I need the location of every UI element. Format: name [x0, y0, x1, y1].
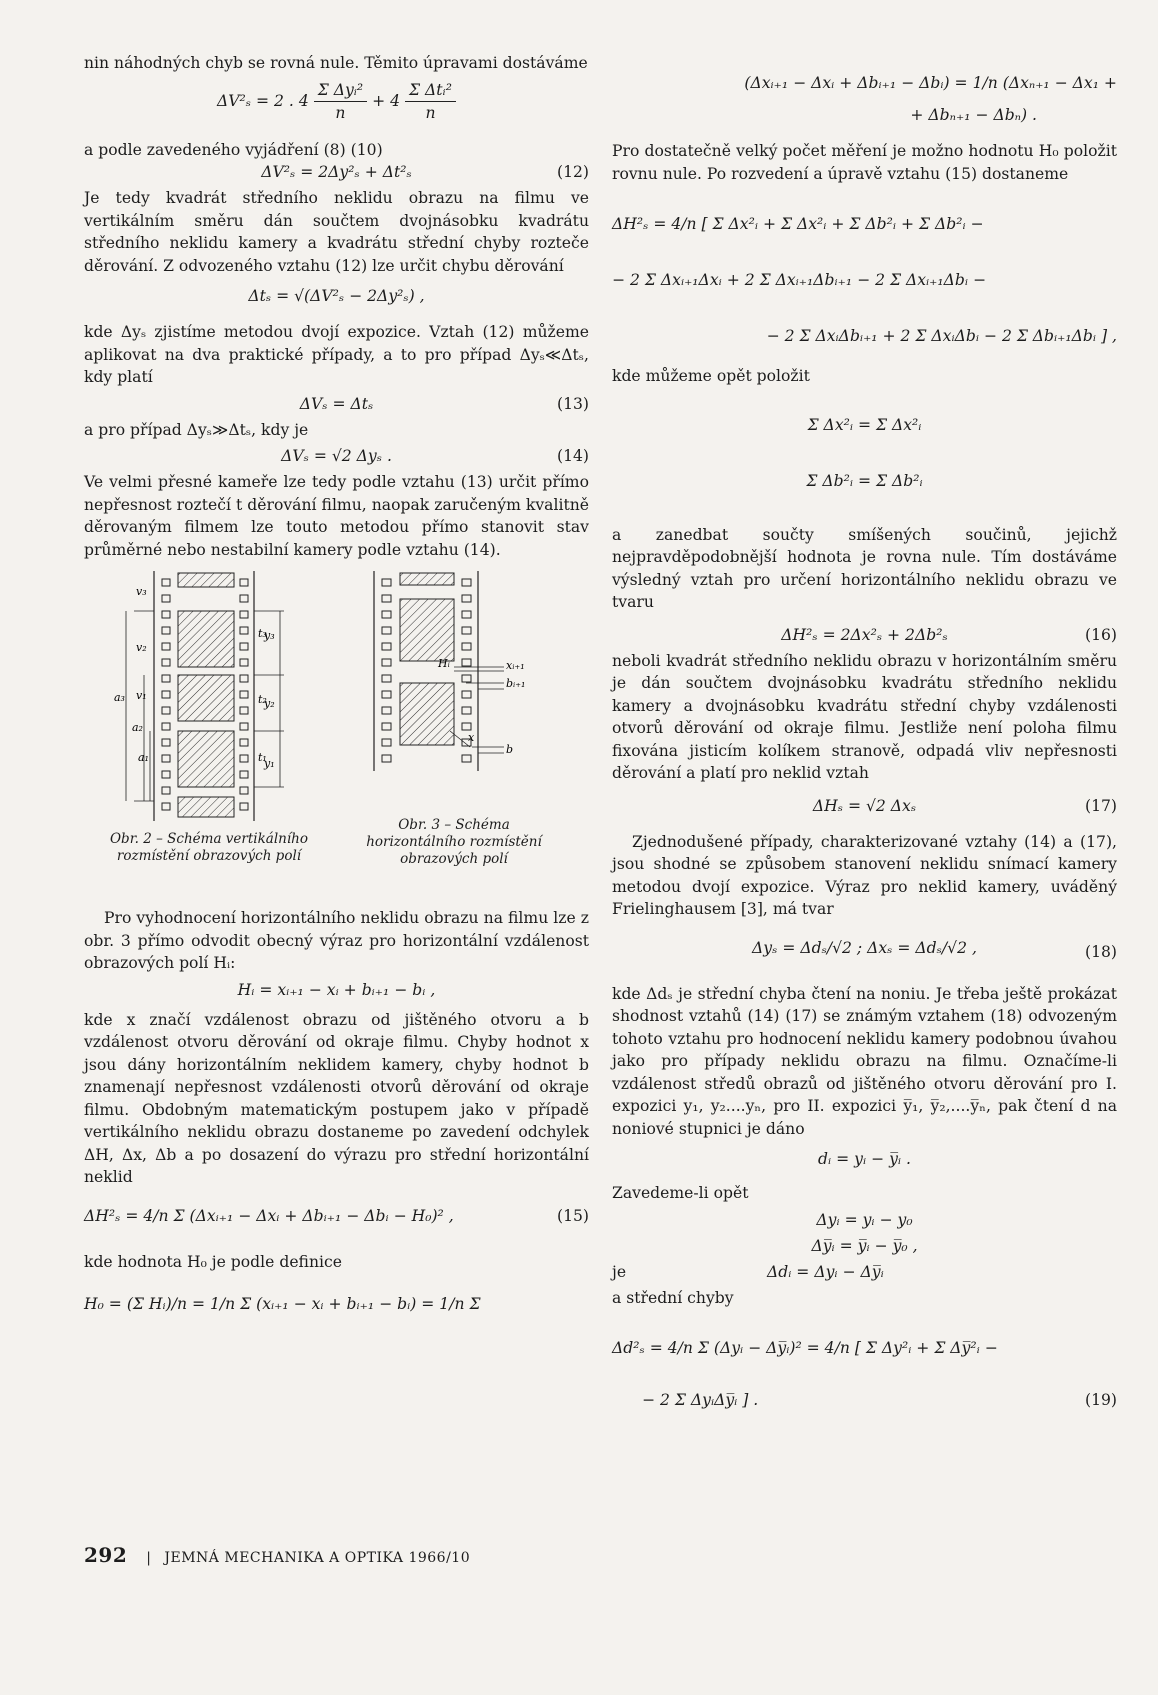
paragraph: Pro dostatečně velký počet měření je možno hodnotu H₀ položit rovnu nule. Po rozvedení a úpravě vztahu (15) dostaneme	[612, 142, 1117, 183]
equation-b: Δy̅ᵢ = y̅ᵢ − y̅₀ ,	[811, 1236, 918, 1255]
equation-h0: H₀ = (Σ Hᵢ)/n = 1/n Σ (xᵢ₊₁ − xᵢ + bᵢ₊₁ − bᵢ) = 1/n Σ	[84, 1295, 481, 1313]
equation-16: ΔH²ₛ = 2Δx²ₛ + 2Δb²ₛ (16)	[781, 625, 1117, 644]
label-y2: y₂	[264, 697, 275, 710]
figure-2-vertical-scheme	[114, 571, 294, 821]
page-footer	[84, 1543, 470, 1567]
equation-19b: − 2 Σ ΔyᵢΔy̅ᵢ ] . (19)	[642, 1391, 1117, 1409]
label-x: x	[468, 731, 475, 744]
label-bi1: bᵢ₊₁	[506, 677, 526, 690]
page-number: 292	[84, 1543, 128, 1567]
paragraph: kde Δdₛ je střední chyba čtení na noniu. Je třeba ještě prokázat shodnost vztahů (14) (17) se známým vztahem (18) odvozeným tohoto vztahu pro hodnocení neklidu kamery podobnou úvahou jako pro případy neklidu obrazu na filmu. Označíme-li vzdálenost středů obrazů od jištěného otvoru děrování pro I. expozici y₁, y₂....yₙ, pro II. expozici y̅₁, y̅₂,....y̅ₙ, pak čtení d na noniové stupnici je dáno	[612, 984, 1117, 1138]
paragraph: a střední chyby	[612, 1288, 734, 1307]
equation-a: Δyᵢ = yᵢ − y₀	[816, 1210, 913, 1229]
paragraph: Zjednodušené případy, charakterizované vztahy (14) a (17), jsou shodné se způsobem stanovení neklidu snímací kamery metodou dvojí expozice. Výraz pro neklid kamery, uváděný Frielinghausem [3], má tvar	[612, 832, 1117, 918]
figure-3-caption: Obr. 3 – Schéma horizontálního rozmístění obrazových polí	[366, 817, 542, 867]
label-y3: y₃	[264, 629, 275, 642]
label-t3: t₃	[258, 627, 267, 640]
equation-12: ΔV²ₛ = 2Δy²ₛ + Δt²ₛ (12)	[261, 163, 589, 181]
equation-15: ΔH²ₛ = 4/n Σ (Δxᵢ₊₁ − Δxᵢ + Δbᵢ₊₁ − Δbᵢ − H₀)² , (15)	[84, 1206, 589, 1225]
equation-dt: Δtₛ = √(ΔV²ₛ − 2Δy²ₛ) ,	[248, 287, 425, 305]
journal-name: JEMNÁ MECHANIKA A OPTIKA 1966/10	[164, 1550, 471, 1566]
label-a2: a₂	[132, 721, 143, 734]
equation-13: ΔVₛ = Δtₛ (13)	[299, 394, 589, 413]
equation-h: Hᵢ = xᵢ₊₁ − xᵢ + bᵢ₊₁ − bᵢ ,	[237, 980, 436, 999]
paragraph: a pro případ Δyₛ≫Δtₛ, kdy je	[84, 420, 309, 439]
left-column	[84, 52, 589, 1339]
paragraph: neboli kvadrát středního neklidu obrazu v horizontálním směru je dán součtem dvojnásobku kvadrátu středního neklidu kamery a dvojnásobku kvadrátu střední chyby vzdálenosti otvorů děrování od okraje filmu. Jestliže není poloha filmu fixována jisticím kolíkem stranově, odpadá vliv nepřesnosti děrování a platí pro neklid vztah	[612, 651, 1117, 782]
label-t2: t₂	[258, 693, 267, 706]
figure-2-caption: Obr. 2 – Schéma vertikálního rozmístění obrazových polí	[109, 831, 308, 864]
divider: |	[146, 1550, 152, 1566]
paragraph: nin náhodných chyb se rovná nule. Těmito úpravami dostáváme	[84, 54, 588, 72]
paragraph: kde hodnota H₀ je podle definice	[84, 1252, 342, 1271]
equation-14: ΔVₛ = √2 Δyₛ . (14)	[281, 447, 589, 465]
equation-big-1: ΔH²ₛ = 4/n [ Σ Δx²ᵢ + Σ Δx²ᵢ + Σ Δb²ᵢ + Σ Δb²ᵢ −	[612, 215, 984, 233]
paragraph: kde můžeme opět položit	[612, 367, 810, 385]
label-v2: v₂	[136, 641, 147, 654]
paragraph: Je tedy kvadrát středního neklidu obrazu na filmu ve vertikálním směru dán součtem dvojnásobku kvadrátu středního neklidu kamery a kvadrátu střední chyby rozteče děrování. Z odvozeného vztahu (12) lze určit chybu děrování	[84, 189, 589, 275]
paragraph: a zanedbat součty smíšených součinů, jejichž nejpravděpodobnější hodnota je rovna nule. Tím dostáváme výsledný vztah pro určení horizontálního neklidu obrazu ve tvaru	[612, 525, 1117, 611]
equation-18: Δyₛ = Δdₛ/√2 ; Δxₛ = Δdₛ/√2 , (18)	[752, 938, 1117, 961]
equation-c: je Δdᵢ = Δyᵢ − Δy̅ᵢ	[612, 1261, 1117, 1287]
equation-19a: Δd²ₛ = 4/n Σ (Δyᵢ − Δy̅ᵢ)² = 4/n [ Σ Δy²ᵢ + Σ Δy̅²ᵢ −	[612, 1339, 998, 1357]
label-b: b	[506, 743, 514, 756]
label-a1: a₁	[138, 751, 149, 764]
equation-big-3: − 2 Σ ΔxᵢΔbᵢ₊₁ + 2 Σ ΔxᵢΔbᵢ − 2 Σ Δbᵢ₊₁Δbᵢ ] ,	[766, 327, 1117, 345]
label-v3: v₃	[136, 585, 147, 598]
paragraph: Zavedeme-li opět	[612, 1184, 749, 1202]
right-column	[612, 52, 1117, 1415]
paragraph: Pro vyhodnocení horizontálního neklidu obrazu na filmu lze z obr. 3 přímo odvodit obecný výraz pro horizontální vzdálenost obrazových polí Hᵢ:	[84, 909, 589, 972]
equation-big-2: − 2 Σ Δxᵢ₊₁Δxᵢ + 2 Σ Δxᵢ₊₁Δbᵢ₊₁ − 2 Σ Δxᵢ₊₁Δbᵢ −	[612, 271, 987, 289]
paragraph: a podle zavedeného vyjádření (8) (10)	[84, 140, 383, 159]
figures	[84, 569, 589, 899]
label-v1: v₁	[136, 689, 147, 702]
label-t1: t₁	[258, 751, 267, 764]
label-a3: a₃	[114, 691, 125, 704]
paragraph: kde x značí vzdálenost obrazu od jištěného otvoru a b vzdálenost otvoru děrování od okraje filmu. Chyby hodnot x jsou dány horizontálním neklidem kamery, chyby hodnot b znamenají nepřesnost vzdálenosti otvorů děrování od okraje filmu. Obdobným matematickým postupem jako v případě vertikálního neklidu obrazu dostaneme po zavedení odchylek ΔH, Δx, Δb a po dosazení do výrazu pro střední horizontální neklid	[84, 1010, 589, 1186]
equation-17: ΔHₛ = √2 Δxₛ (17)	[812, 796, 1117, 815]
equation-sum-2: Σ Δb²ᵢ = Σ Δb²ᵢ	[806, 471, 923, 490]
label-je: je	[612, 1262, 627, 1281]
paragraph: kde Δyₛ zjistíme metodou dvojí expozice. Vztah (12) můžeme aplikovat na dva praktické případy, a to pro případ Δyₛ≪Δtₛ, kdy platí	[84, 323, 589, 386]
equation-top-1: (Δxᵢ₊₁ − Δxᵢ + Δbᵢ₊₁ − Δbᵢ) = 1/n (Δxₙ₊₁ − Δx₁ +	[744, 74, 1117, 92]
label-hi: Hᵢ	[438, 657, 450, 670]
equation-sum-1: Σ Δx²ᵢ = Σ Δx²ᵢ	[807, 415, 922, 434]
paragraph: Ve velmi přesné kameře lze tedy podle vztahu (13) určit přímo nepřesnost roztečí t děrování filmu, naopak zaručeným kvalitně děrovaným filmem lze touto metodou přímo stanovit stav průměrné nebo nestabilní kamery podle vztahu (14).	[84, 473, 589, 559]
figure-3-horizontal-scheme	[354, 571, 554, 821]
equation-dv: ΔV²ₛ = 2 . 4 $\frac{\text{Σ Δyᵢ²}}{n}$ + 4 $\frac{\text{Σ Δtᵢ²}}{n}$	[84, 75, 589, 139]
equation-top-2: + Δbₙ₊₁ − Δbₙ) .	[910, 106, 1037, 124]
label-y1: y₁	[264, 757, 275, 770]
equation-d: dᵢ = yᵢ − y̅ᵢ .	[818, 1150, 911, 1168]
label-xi1: xᵢ₊₁	[506, 659, 525, 672]
